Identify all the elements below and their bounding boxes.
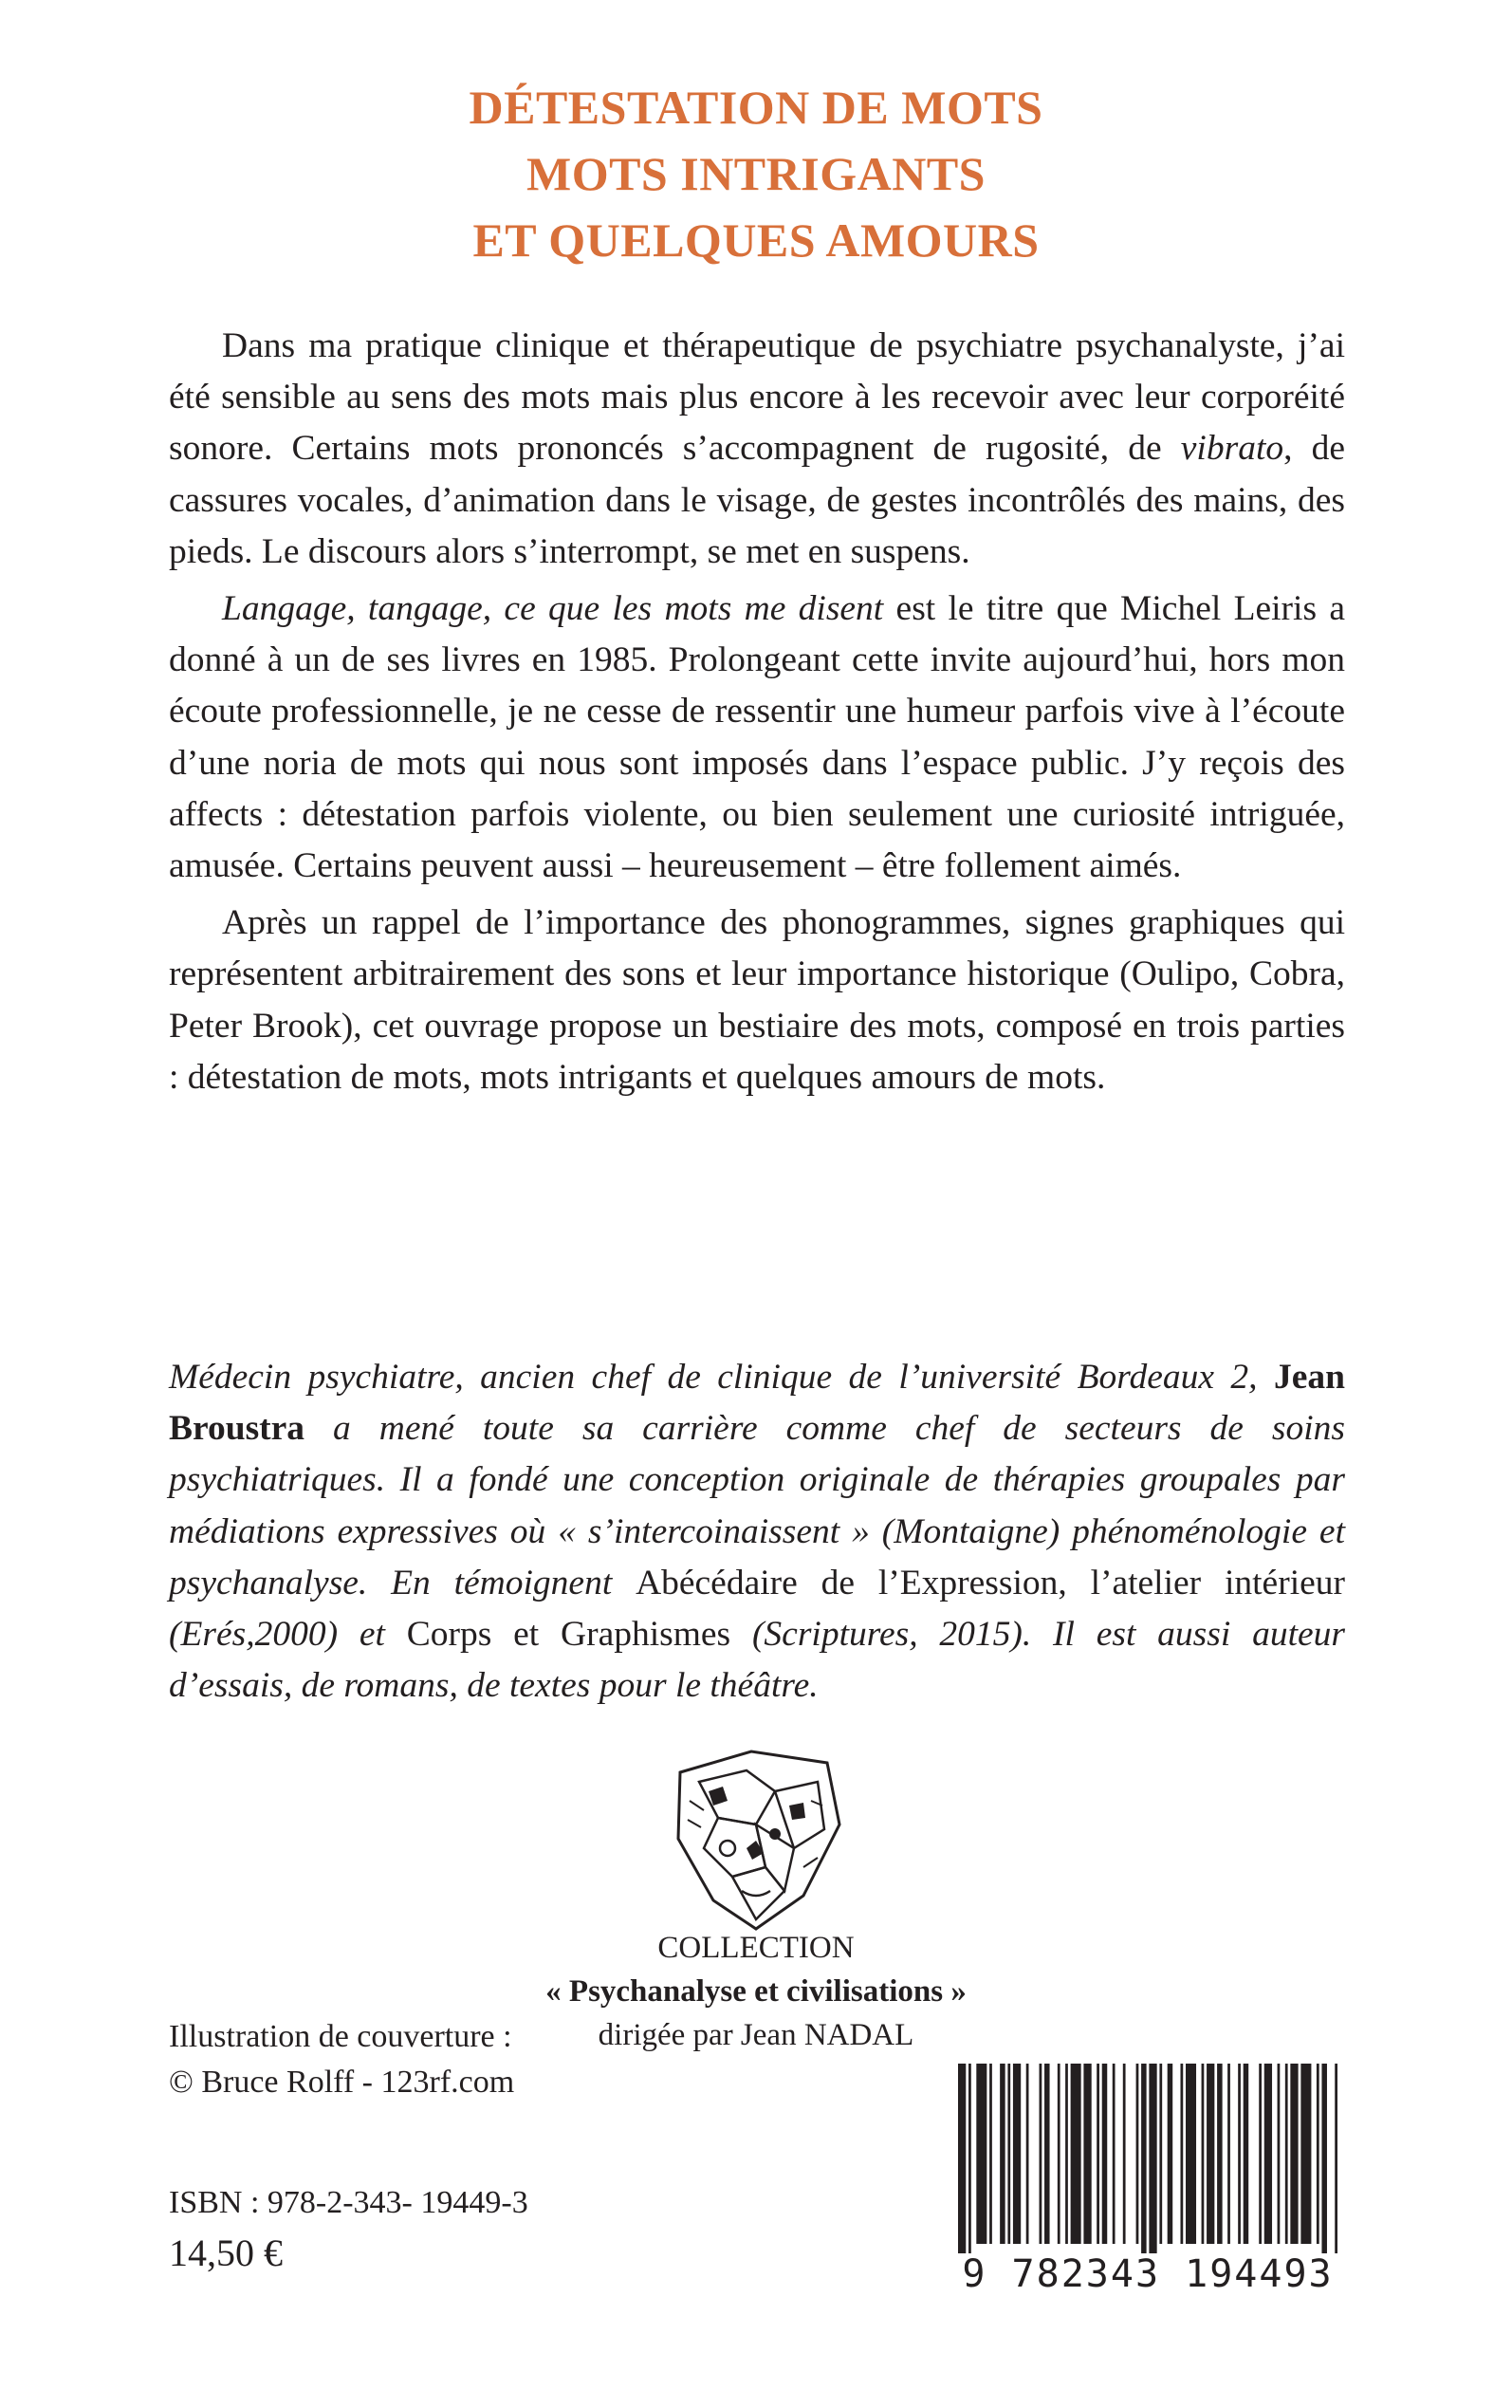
cover-credits: [169, 2014, 514, 2105]
title-line-3: ET QUELQUES AMOURS: [472, 213, 1040, 267]
credits-line-2: © Bruce Rolff - 123rf.com: [169, 2065, 515, 2100]
barcode-bar: [1141, 2064, 1147, 2253]
barcode-bar: [1040, 2064, 1042, 2244]
blurb-paragraph-1: [169, 321, 1345, 578]
barcode-bar: [1044, 2064, 1050, 2244]
barcode-bar: [1321, 2064, 1327, 2253]
blurb-paragraph-2: [169, 583, 1345, 892]
barcode-bar: [1168, 2064, 1173, 2244]
barcode-bar: [1259, 2064, 1262, 2244]
barcode-bar: [1136, 2064, 1139, 2244]
barcode-bar: [1217, 2064, 1223, 2244]
barcode-bar: [1264, 2064, 1272, 2244]
barcode-bar: [1159, 2064, 1162, 2244]
barcode-bar: [1065, 2064, 1068, 2244]
barcode-bar: [1058, 2064, 1060, 2244]
barcode-digits: 9 782343 194493: [962, 2252, 1334, 2296]
blurb-p1-end: , de cassures vocales, d’animation dans le visage, de gestes incontrôlés des mains, des pieds. Le discours alors s’interrompt, se met en suspens.: [169, 429, 1345, 571]
barcode-bar: [1244, 2064, 1249, 2244]
barcode-bar: [1113, 2064, 1116, 2244]
price: 14,50 €: [169, 2232, 283, 2274]
title-line-2: MOTS INTRIGANTS: [526, 147, 986, 200]
barcode-bar: [1097, 2064, 1099, 2244]
blurb-paragraph-3: [169, 898, 1345, 1103]
blurb-p2-text: est le titre que Michel Leiris a donné à un de ses livres en 1985. Prolongeant cette invite aujourd’hui, hors mon écoute professionnelle, je ne cesse de ressentir une humeur parfois vive à l’écoute d’une noria de mots qui nous sont imposés dans l’espace public. J’y reçois des affects : détestation parfois violente, ou bien seulement une curiosité intriguée, amusée. Certains peuvent aussi – heureusement – être follement aimés.: [169, 589, 1345, 886]
bio-book-1: Abécédaire de l’Expression, l’atelier intérieur: [636, 1563, 1345, 1602]
barcode-bar: [1026, 2064, 1029, 2244]
collection-label: COLLECTION: [657, 1931, 855, 1965]
barcode-bar: [1149, 2064, 1156, 2253]
barcode-bar: [1180, 2064, 1183, 2244]
blurb-p1-text: Dans ma pratique clinique et thérapeutique de psychiatre psychanalyste, j’ai été sensible au sens des mots mais plus encore à les recevoir avec leur corporéité sonore. Certains mots prononcés s’accompagnent de rugosité, de: [169, 326, 1345, 469]
blurb-p3-text: Après un rappel de l’importance des phonogrammes, signes graphiques qui représentent arbitrairement des sons et leur importance historique (Oulipo, Cobra, Peter Brook), cet ouvrage propose un bestiaire des mots, composé en trois parties : détestation de mots, mots intrigants et quelques amours de mots.: [169, 903, 1345, 1097]
barcode-bar: [1285, 2064, 1288, 2244]
barcode-bar: [1202, 2064, 1205, 2244]
barcode-bar: [1317, 2064, 1319, 2244]
blurb: [169, 321, 1345, 1109]
barcode: [949, 2064, 1347, 2299]
bio-book-2: Corps et Graphismes: [406, 1615, 731, 1655]
title-line-1: DÉTESTATION DE MOTS: [469, 81, 1043, 134]
author-bio: [169, 1352, 1345, 1712]
barcode-bar: [989, 2064, 992, 2244]
barcode-bar: [1123, 2064, 1126, 2244]
barcode-bar: [1000, 2064, 1005, 2244]
barcode-bar: [1300, 2064, 1311, 2244]
isbn: ISBN : 978-2-343- 19449-3: [169, 2185, 528, 2220]
barcode-bar: [958, 2064, 966, 2253]
barcode-bar: [1083, 2064, 1091, 2244]
barcode-bar: [1290, 2064, 1298, 2244]
bio-part-3: (Erés,2000) et: [169, 1615, 407, 1655]
bio-part-1: Médecin psychiatre, ancien chef de clinique de l’université Bordeaux 2,: [169, 1358, 1274, 1397]
bio-author-name: Jean Broustra: [169, 1358, 1345, 1449]
book-title: [0, 74, 1512, 273]
collection-director: dirigée par Jean NADAL: [598, 2018, 914, 2052]
collection-emblem-icon: [661, 1734, 851, 1936]
barcode-bar: [1227, 2064, 1230, 2244]
bio-part-4: (Scriptures, 2015). Il est aussi auteur d’essais, de romans, de textes pour le théâtre.: [169, 1615, 1345, 1706]
barcode-bar: [1102, 2064, 1108, 2244]
barcode-bar: [976, 2064, 986, 2244]
barcode-bar: [968, 2064, 971, 2253]
barcode-bar: [1238, 2064, 1241, 2244]
collection-name: « Psychanalyse et civilisations »: [545, 1974, 967, 2009]
credits-line-1: Illustration de couverture :: [169, 2019, 512, 2054]
barcode-bar: [1186, 2064, 1196, 2244]
barcode-bar: [1335, 2064, 1337, 2253]
barcode-bar: [1278, 2064, 1281, 2244]
bio-part-2: a mené toute sa carrière comme chef de secteurs de soins psychiatriques. Il a fondé une conception originale de thérapies groupales par médiations expressives où « s’intercoinaissent » (Montaigne) phénoménologie et psychanalyse. En témoignent: [169, 1409, 1345, 1602]
barcode-bar: [1207, 2064, 1214, 2244]
blurb-p1-italic: vibrato: [1180, 429, 1284, 469]
barcode-bar: [1013, 2064, 1021, 2244]
barcode-bars: [949, 2064, 1347, 2253]
barcode-bar: [1071, 2064, 1081, 2244]
barcode-bar: [1007, 2064, 1010, 2244]
blurb-p2-italic: Langage, tangage, ce que les mots me disent: [222, 589, 884, 629]
